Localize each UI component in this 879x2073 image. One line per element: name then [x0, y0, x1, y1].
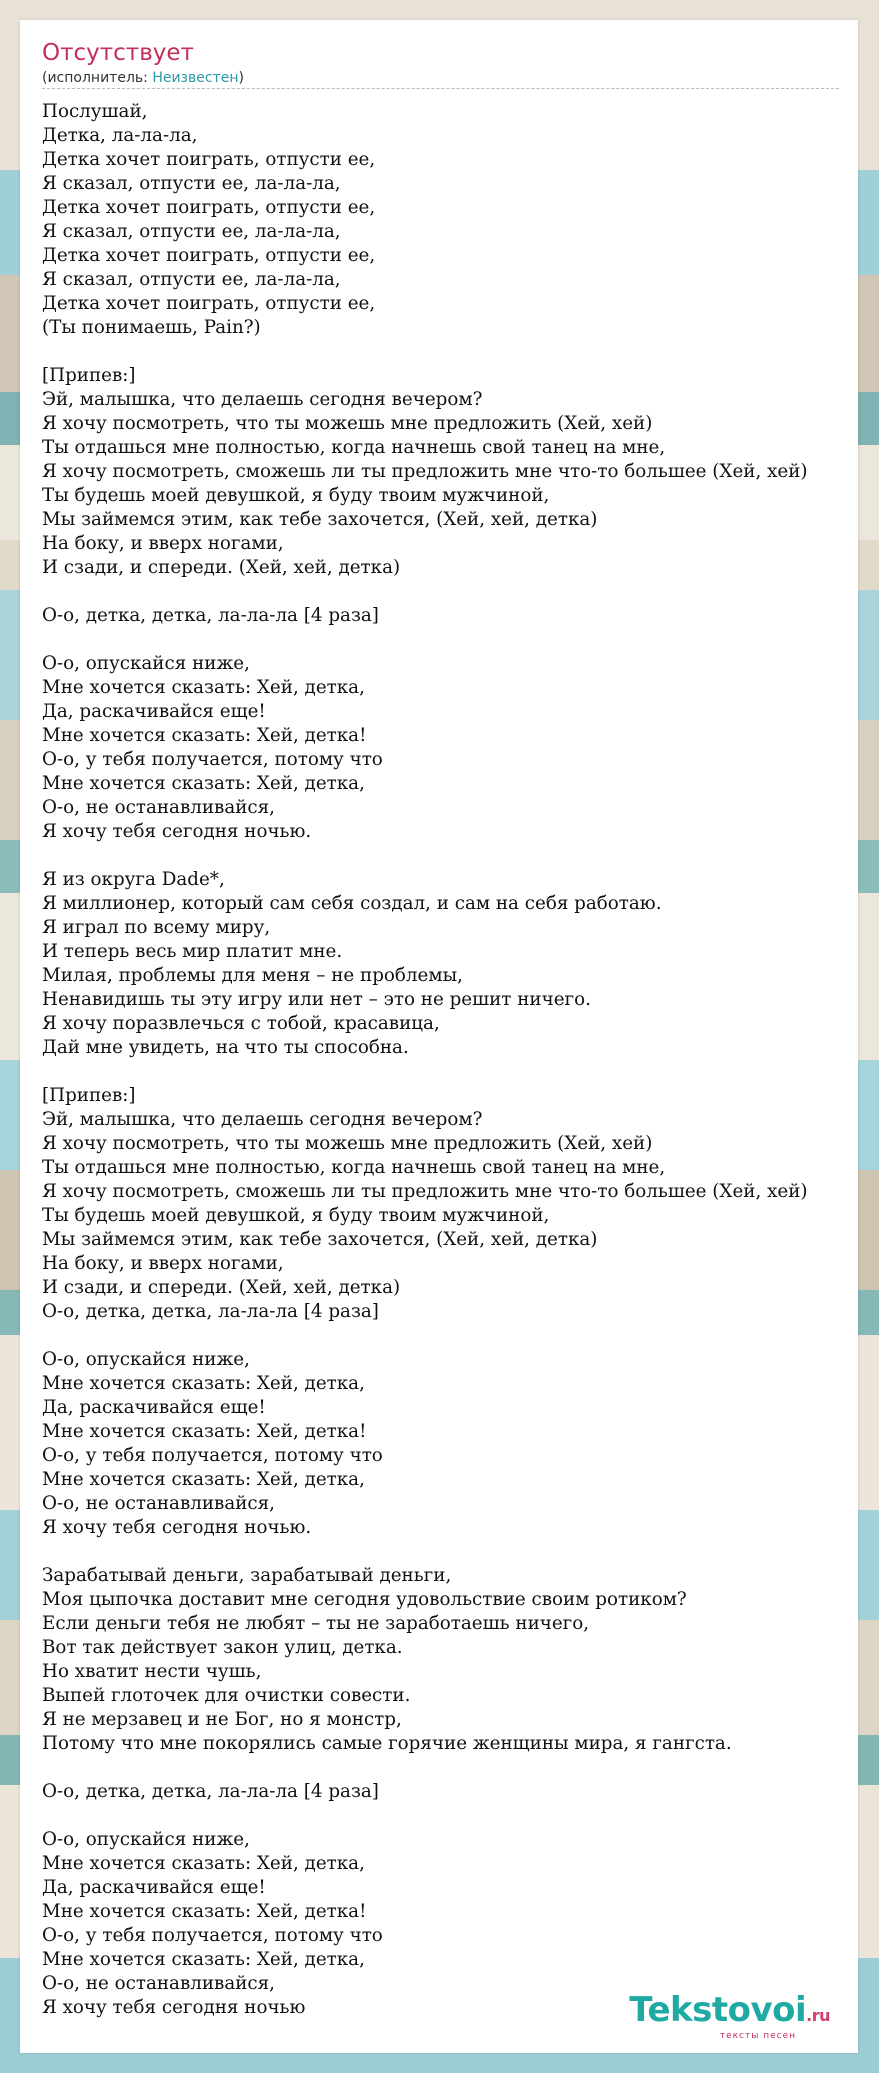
artist-prefix: (исполнитель: — [42, 70, 153, 86]
logo-tld: .ru — [806, 2006, 830, 2025]
artist-line — [42, 70, 839, 89]
logo-tagline: тексты песен — [719, 2031, 796, 2041]
site-logo[interactable] — [629, 1990, 830, 2041]
artist-suffix: ) — [238, 70, 244, 86]
lyrics-card — [20, 20, 858, 2053]
artist-link[interactable]: Неизвестен — [152, 70, 239, 86]
logo-name: Tekstovoi — [629, 1990, 807, 2030]
song-title: Отсутствует — [42, 40, 194, 66]
lyrics-text: Послушай, Детка, ла-ла-ла, Детка хочет поиграть, отпусти ее, Я сказал, отпусти ее, ла-ла-ла, Детка хочет поиграть, отпусти ее, Я сказал, отпусти ее, ла-ла-ла, Детка хочет поиграть, отпусти ее, Я сказал, отпусти ее, ла-ла-ла, Детка хочет поиграть, отпусти ее, (Ты понимаешь, Pain?) [Припев:] Эй, малышка, что делаешь сегодня вечером? Я хочу посмотреть, что ты можешь мне предложить (Хей, хей) Ты отдашься мне полностью, когда начнешь свой танец на мне, Я хочу посмотреть, сможешь ли ты предложить мне что-то большее (Хей, хей) Ты будешь моей девушкой, я буду твоим мужчиной, Мы займемся этим, как тебе захочется, (Хей, хей, детка) На боку, и вверх ногами, И сзади, и спереди. (Хей, хей, детка) О-о, детка, детка, ла-ла-ла [4 раза] О-о, опускайся ниже, Мне хочется сказать: Хей, детка, Да, раскачивайся еще! Мне хочется сказать: Хей, детка! О-о, у тебя получается, потому что Мне хочется сказать: Хей, детка, О-о, не останавливайся, Я хочу тебя сегодня ночью. Я из округа Dade*, Я миллионер, который сам себя создал, и сам на себя работаю. Я играл по всему миру, И теперь весь мир платит мне. Милая, проблемы для меня – не проблемы, Ненавидишь ты эту игру или нет – это не решит ничего. Я хочу поразвлечься с тобой, красавица, Дай мне увидеть, на что ты способна. [Припев:] Эй, малышка, что делаешь сегодня вечером? Я хочу посмотреть, что ты можешь мне предложить (Хей, хей) Ты отдашься мне полностью, когда начнешь свой танец на мне, Я хочу посмотреть, сможешь ли ты предложить мне что-то большее (Хей, хей) Ты будешь моей девушкой, я буду твоим мужчиной, Мы займемся этим, как тебе захочется, (Хей, хей, детка) На боку, и вверх ногами, И сзади, и спереди. (Хей, хей, детка) О-о, детка, детка, ла-ла-ла [4 раза] О-о, опускайся ниже, Мне хочется сказать: Хей, детка, Да, раскачивайся еще! Мне хочется сказать: Хей, детка! О-о, у тебя получается, потому что Мне хочется сказать: Хей, детка, О-о, не останавливайся, Я хочу тебя сегодня ночью. Зарабатывай деньги, зарабатывай деньги, Моя цыпочка доставит мне сегодня удовольствие своим ротиком? Если деньги тебя не любят – ты не заработаешь ничего, Вот так действует закон улиц, детка. Но хватит нести чушь, Выпей глоточек для очистки совести. Я не мерзавец и не Бог, но я монстр, Потому что мне покорялись самые горячие женщины мира, я гангста. О-о, детка, детка, ла-ла-ла [4 раза] О-о, опускайся ниже, Мне хочется сказать: Хей, детка, Да, раскачивайся еще! Мне хочется сказать: Хей, детка! О-о, у тебя получается, потому что Мне хочется сказать: Хей, детка, О-о, не останавливайся, Я хочу тебя сегодня ночью — [42, 101, 808, 2018]
